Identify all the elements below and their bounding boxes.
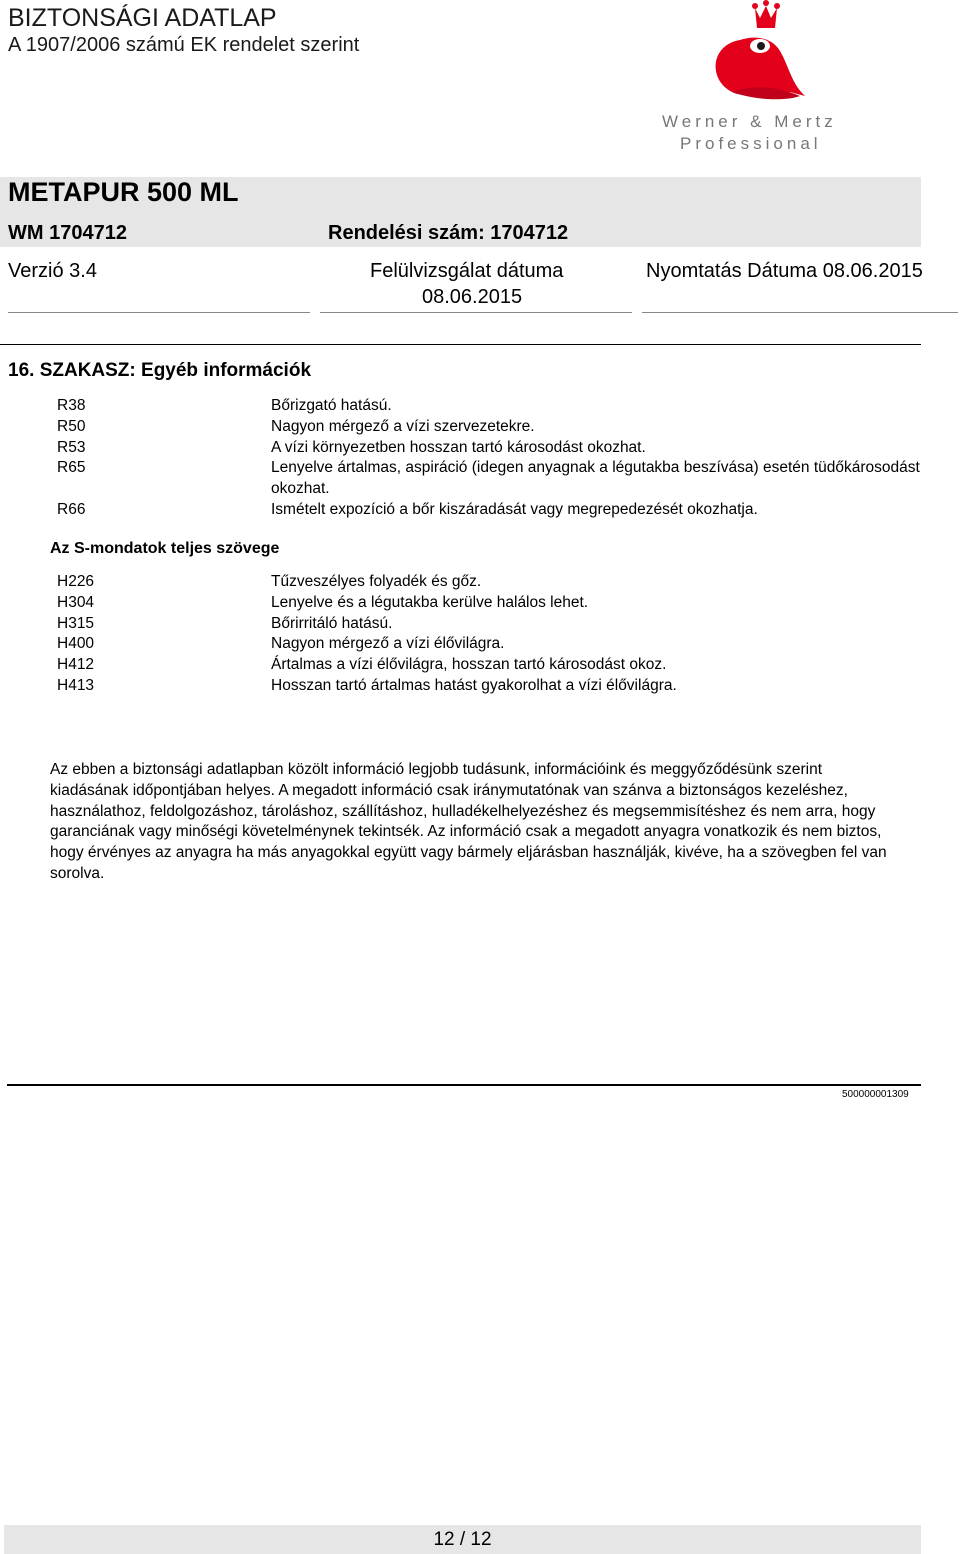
meta-underline-right [642,312,958,313]
version-label: Verzió 3.4 [8,260,97,282]
r-text: Nagyon mérgező a vízi szervezetekre. [271,417,535,435]
s-phrases-heading: Az S-mondatok teljes szövege [50,540,280,557]
h-text: Tűzveszélyes folyadék és gőz. [271,573,482,590]
list-item [57,593,921,614]
h-text: Hosszan tartó ártalmas hatást gyakorolhat a vízi élővilágra. [271,676,677,694]
order-number: Rendelési szám: 1704712 [328,222,569,244]
meta-underline-middle [320,312,632,313]
h-text: Nagyon mérgező a vízi élővilágra. [271,635,505,653]
h-code: H304 [57,593,95,611]
list-item [57,396,921,417]
list-item [57,572,921,593]
list-item [57,634,921,655]
r-phrase-list [57,396,921,521]
r-text: Lenyelve ártalmas, aspiráció (idegen anyagnak a légutakba beszívása) esetén tüdőkárosodást okozhat. [271,459,920,498]
h-phrase-list [57,572,921,697]
page-number: 12 / 12 [433,1529,492,1550]
list-item [57,655,921,676]
document-code: 500000001309 [842,1089,909,1100]
r-text: Ismételt expozíció a bőr kiszáradását vagy megrepedezését okozhatja. [271,500,758,518]
list-item [57,676,921,697]
r-code: R38 [57,397,86,414]
review-date-value: 08.06.2015 [422,286,523,308]
disclaimer-paragraph: Az ebben a biztonsági adatlapban közölt információ legjobb tudásunk, információink és meggyőződésünk szerint kiadásának időpontjában helyes. A megadott információ csak iránymutatónak van szánva a biztonságos kezeléshez, használathoz, feldolgozáshoz, tároláshoz, szállításhoz, hulladékelhelyezéshez és megsemmisítéshez és nem arra, hogy garanciának vagy minőségi követelménynek tekintsék. Az információ csak a megadott anyagra vonatkozik és nem biztos, hogy érvényes az anyagra ha más anyagokkal együtt vagy bármely eljárásban használják, kivéve, ha a szövegben fel van sorolva. [50,761,887,882]
print-date: Nyomtatás Dátuma 08.06.2015 [646,260,923,282]
h-text: Bőrirritáló hatású. [271,614,393,632]
section-title: 16. SZAKASZ: Egyéb információk [8,360,312,381]
h-code: H413 [57,676,95,694]
h-text: Lenyelve és a légutakba kerülve halálos lehet. [271,593,589,611]
logo-brand-text: Werner & Mertz [662,112,837,131]
review-date-label: Felülvizsgálat dátuma [370,260,564,282]
list-item [57,614,921,635]
list-item [57,458,921,500]
wm-number: WM 1704712 [8,222,127,244]
footer-rule [7,1084,921,1086]
product-name: METAPUR 500 ML [8,177,239,207]
logo-sub-text: Professional [680,134,822,153]
r-text: Bőrizgató hatású. [271,397,392,414]
list-item [57,417,921,438]
list-item [57,438,921,459]
h-code: H400 [57,635,95,653]
document-title: BIZTONSÁGI ADATLAP [8,4,277,32]
r-code: R53 [57,438,86,456]
r-code: R66 [57,500,86,518]
h-code: H412 [57,656,95,674]
list-item [57,500,921,521]
h-code: H315 [57,614,95,632]
r-code: R50 [57,417,86,435]
section-rule [0,344,921,345]
r-code: R65 [57,459,86,477]
r-text: A vízi környezetben hosszan tartó károsodást okozhat. [271,438,646,456]
regulation-subtitle: A 1907/2006 számú EK rendelet szerint [8,34,360,56]
h-code: H226 [57,573,95,590]
meta-underline-left [8,312,310,313]
h-text: Ártalmas a vízi élővilágra, hosszan tartó károsodást okoz. [271,656,667,674]
